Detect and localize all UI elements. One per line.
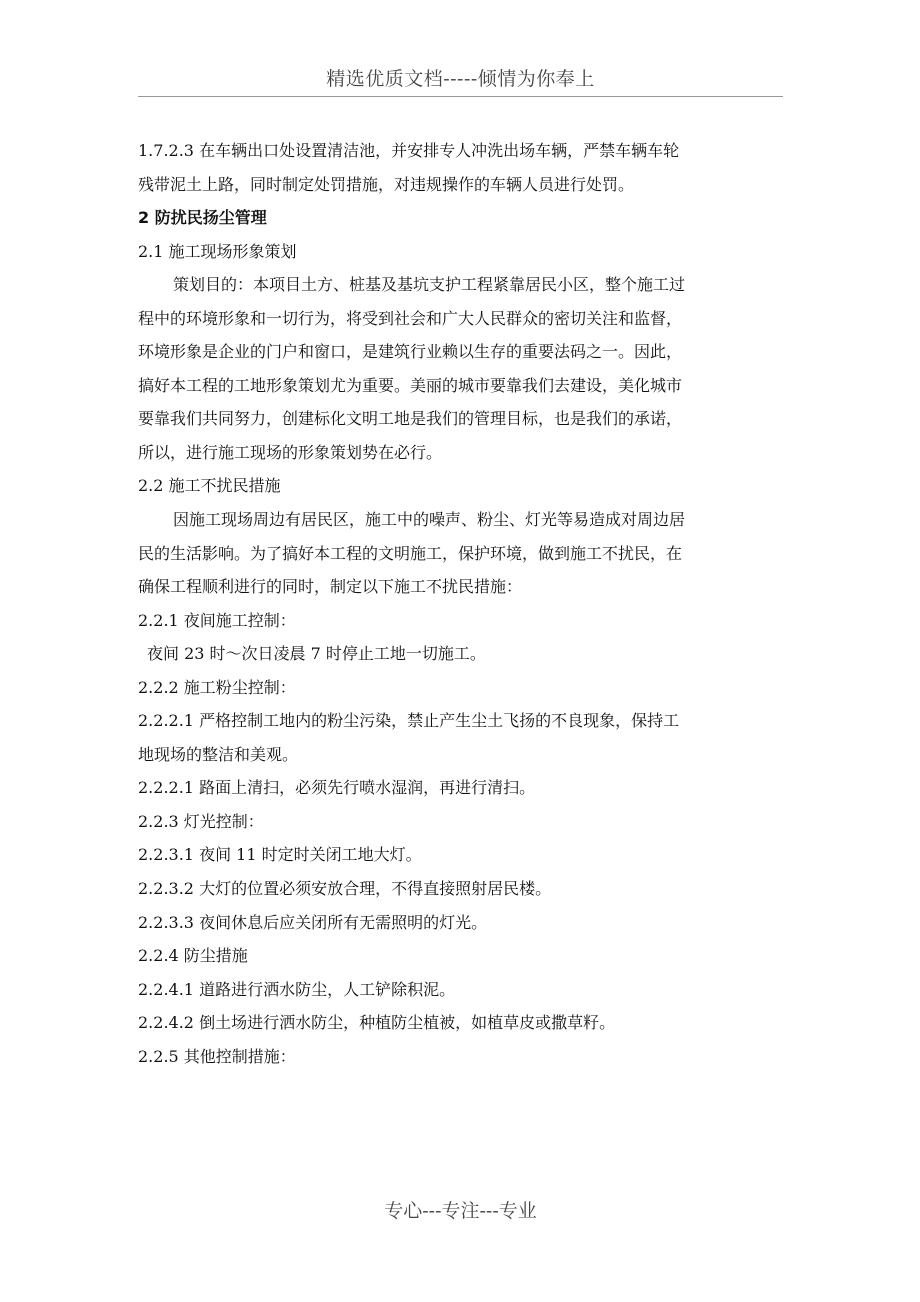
paragraph-2-2-3-2: 2.2.3.2 大灯的位置必须安放合理，不得直接照射居民楼。	[138, 879, 552, 899]
item-heading-2-2-4: 2.2.4 防尘措施	[138, 946, 248, 966]
paragraph-2-2-1: 夜间 23 时～次日凌晨 7 时停止工地一切施工。	[147, 644, 486, 664]
paragraph-1-7-2-3-line-2: 残带泥土上路，同时制定处罚措施，对违规操作的车辆人员进行处罚。	[138, 174, 635, 194]
paragraph-2-2-2-1a-line-2: 地现场的整洁和美观。	[138, 744, 299, 764]
header-divider	[138, 96, 783, 97]
paragraph-2-1-line-6: 所以，进行施工现场的形象策划势在必行。	[138, 442, 443, 462]
item-heading-2-2-5: 2.2.5 其他控制措施：	[138, 1046, 296, 1066]
document-body	[138, 134, 783, 1073]
paragraph-2-1-line-3: 环境形象是企业的门户和窗口，是建筑行业赖以生存的重要法码之一。因此，	[138, 342, 683, 362]
section-heading-2: 2 防扰民扬尘管理	[138, 208, 267, 228]
item-heading-2-2-1: 2.2.1 夜间施工控制：	[138, 610, 296, 630]
subsection-heading-2-1: 2.1 施工现场形象策划	[138, 241, 297, 261]
paragraph-2-2-4-2: 2.2.4.2 倒土场进行洒水防尘，种植防尘植被，如植草皮或撒草籽。	[138, 1013, 616, 1033]
page-header: 精选优质文档-----倾情为你奉上	[326, 68, 595, 90]
paragraph-2-2-line-2: 民的生活影响。为了搞好本工程的文明施工，保护环境，做到施工不扰民，在	[138, 543, 683, 563]
item-heading-2-2-3: 2.2.3 灯光控制：	[138, 811, 264, 831]
paragraph-2-2-4-1: 2.2.4.1 道路进行洒水防尘，人工铲除积泥。	[138, 979, 456, 999]
paragraph-2-1-line-5: 要靠我们共同努力，创建标化文明工地是我们的管理目标，也是我们的承诺，	[138, 409, 683, 429]
paragraph-2-2-3-3: 2.2.3.3 夜间休息后应关闭所有无需照明的灯光。	[138, 912, 488, 932]
paragraph-2-2-2-1a-line-1: 2.2.2.1 严格控制工地内的粉尘污染，禁止产生尘土飞扬的不良现象，保持工	[138, 711, 680, 731]
paragraph-2-2-2-1b: 2.2.2.1 路面上清扫，必须先行喷水湿润，再进行清扫。	[138, 778, 536, 798]
item-heading-2-2-2: 2.2.2 施工粉尘控制：	[138, 677, 296, 697]
paragraph-1-7-2-3-line-1: 1.7.2.3 在车辆出口处设置清洁池，并安排专人冲洗出场车辆，严禁车辆车轮	[138, 141, 680, 160]
subsection-heading-2-2: 2.2 施工不扰民措施	[138, 476, 281, 496]
paragraph-2-2-3-1: 2.2.3.1 夜间 11 时定时关闭工地大灯。	[138, 845, 422, 865]
paragraph-2-1-line-2: 程中的环境形象和一切行为，将受到社会和广大人民群众的密切关注和监督，	[138, 308, 683, 328]
paragraph-2-2-line-3: 确保工程顺利进行的同时，制定以下施工不扰民措施：	[138, 577, 523, 597]
paragraph-2-1-line-1: 策划目的：本项目土方、桩基及基坑支护工程紧靠居民小区，整个施工过	[173, 275, 686, 295]
page-footer: 专心---专注---专业	[384, 1200, 537, 1222]
paragraph-2-2-line-1: 因施工现场周边有居民区，施工中的噪声、粉尘、灯光等易造成对周边居	[173, 510, 686, 530]
paragraph-2-1-line-4: 搞好本工程的工地形象策划尤为重要。美丽的城市要靠我们去建设，美化城市	[138, 375, 683, 395]
